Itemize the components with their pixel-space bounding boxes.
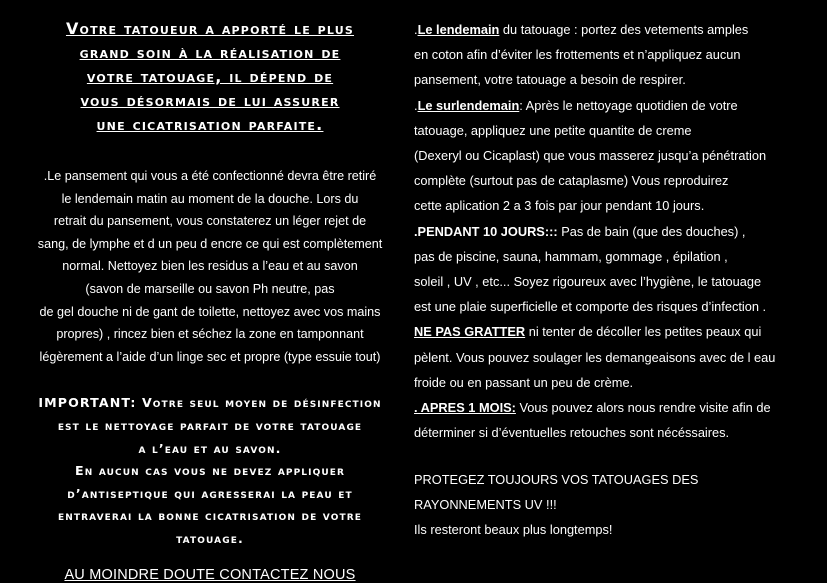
surlendemain-line: tatouage, appliquez une petite quantite de creme bbox=[414, 122, 692, 138]
apres-line: déterminer si d’éventuelles retouches sont nécéssaires. bbox=[414, 425, 730, 441]
title-line: grand soin à la réalisation de bbox=[79, 43, 341, 62]
care-line: de gel douche ni de gant de toilette, nettoyez avec vos mains bbox=[39, 304, 381, 319]
title-line: Votre tatoueur a apporté le plus bbox=[65, 19, 355, 38]
section-surlendemain: .Le surlendemain: Après le nettoyage quotidien de votre tatouage, appliquez une petite quantite de creme (Dexeryl ou Cicaplast) que vous masserez jusqu’a pénétration complète (surtout pas de cataplasme) Vous reproduirez cette aplication 2 a 3 fois par jour pendant 10 jours. bbox=[414, 93, 822, 219]
care-line: normal. Nettoyez bien les residus a l’eau et au savon bbox=[62, 259, 358, 274]
left-column bbox=[14, 0, 406, 583]
surlendemain-line: complète (surtout pas de cataplasme) Vous reproduirez bbox=[414, 173, 729, 189]
pendant-line: pas de piscine, sauna, hammam, gommage , épilation , bbox=[414, 248, 728, 264]
section-apres: . APRES 1 MOIS: Vous pouvez alors nous rendre visite afin de déterminer si d’éventuelles retouches sont nécéssaires. bbox=[414, 395, 822, 445]
important-notice bbox=[14, 392, 406, 550]
lendemain-line: pansement, votre tatouage a besoin de respirer. bbox=[414, 72, 686, 88]
protect-line: Ils resteront beaux plus longtemps! bbox=[414, 522, 613, 538]
title-line: une cicatrisation parfaite. bbox=[96, 115, 324, 134]
gratter-heading: NE PAS GRATTER bbox=[414, 324, 526, 340]
title-line: votre tatouage, il dépend de bbox=[86, 67, 334, 86]
pendant-line: soleil , UV , etc... Soyez rigoureux avec l’hygiène, le tatouage bbox=[414, 274, 762, 290]
uv-protection-notice bbox=[414, 467, 822, 542]
title-line: vous désormais de lui assurer bbox=[80, 91, 340, 110]
important-line: d’antiseptique qui agresserai la peau et bbox=[67, 485, 353, 501]
page-title bbox=[14, 17, 406, 137]
pendant-heading: .PENDANT 10 JOURS::: bbox=[414, 223, 558, 239]
protect-line: RAYONNEMENTS UV !!! bbox=[414, 497, 557, 513]
surlendemain-line: cette aplication 2 a 3 fois par jour pendant 10 jours. bbox=[414, 198, 705, 214]
right-column bbox=[414, 0, 822, 542]
care-line: légèrement a l’aide d’un linge sec et propre (type essuie tout) bbox=[39, 349, 381, 364]
apres-heading: . APRES 1 MOIS: bbox=[414, 400, 516, 416]
care-line: (savon de marseille ou savon Ph neutre, pas bbox=[85, 281, 335, 296]
pendant-line: est une plaie superficielle et comporte des risques d’infection . bbox=[414, 299, 767, 315]
important-line: entraverai la bonne cicatrisation de votre bbox=[58, 508, 362, 524]
important-line: IMPORTANT: Votre seul moyen de désinfection bbox=[38, 395, 382, 411]
care-line: le lendemain matin au moment de la douche. Lors du bbox=[61, 191, 359, 206]
lendemain-line: en coton afin d’éviter les frottements et n’appliquez aucun bbox=[414, 47, 741, 63]
care-line: sang, de lymphe et d un peu d encre ce qui est complètement bbox=[37, 236, 383, 251]
protect-line: PROTEGEZ TOUJOURS VOS TATOUAGES DES bbox=[414, 472, 699, 488]
section-lendemain: .Le lendemain du tatouage : portez des vetements amples en coton afin d’éviter les frottements et n’appliquez aucun pansement, votre tatouage a besoin de respirer. bbox=[414, 17, 822, 93]
care-line: retrait du pansement, vous constaterez un léger rejet de bbox=[53, 214, 367, 229]
important-line: tatouage. bbox=[176, 530, 244, 546]
gratter-line: froide ou en passant un peu de crème. bbox=[414, 374, 634, 390]
lendemain-heading: Le lendemain bbox=[417, 22, 500, 37]
important-line: a l’eau et au savon. bbox=[138, 440, 282, 456]
bandage-instructions bbox=[14, 165, 406, 368]
section-pendant: .PENDANT 10 JOURS::: Pas de bain (que des douches) , pas de piscine, sauna, hammam, gommage , épilation , soleil , UV , etc... Soyez rigoureux avec l’hygiène, le tatouage est une plaie superficielle et comporte des risques d’infection . bbox=[414, 219, 822, 320]
important-line: En aucun cas vous ne devez appliquer bbox=[75, 463, 345, 479]
care-line: .Le pansement qui vous a été confectionné devra être retiré bbox=[43, 169, 377, 183]
section-gratter: NE PAS GRATTER ni tenter de décoller les petites peaux qui pèlent. Vous pouvez soulager les demangeaisons avec de l eau froide ou en passant un peu de crème. bbox=[414, 319, 822, 395]
gratter-line: pèlent. Vous pouvez soulager les demangeaisons avec de l eau bbox=[414, 349, 776, 365]
important-line: est le nettoyage parfait de votre tatouage bbox=[57, 417, 363, 433]
surlendemain-heading: Le surlendemain bbox=[417, 97, 520, 113]
care-line: propres) , rincez bien et séchez la zone en tamponnant bbox=[56, 327, 364, 342]
surlendemain-line: (Dexeryl ou Cicaplast) que vous masserez jusqu’a pénétration bbox=[414, 148, 767, 164]
contact-us-notice: AU MOINDRE DOUTE CONTACTEZ NOUS bbox=[64, 566, 356, 583]
